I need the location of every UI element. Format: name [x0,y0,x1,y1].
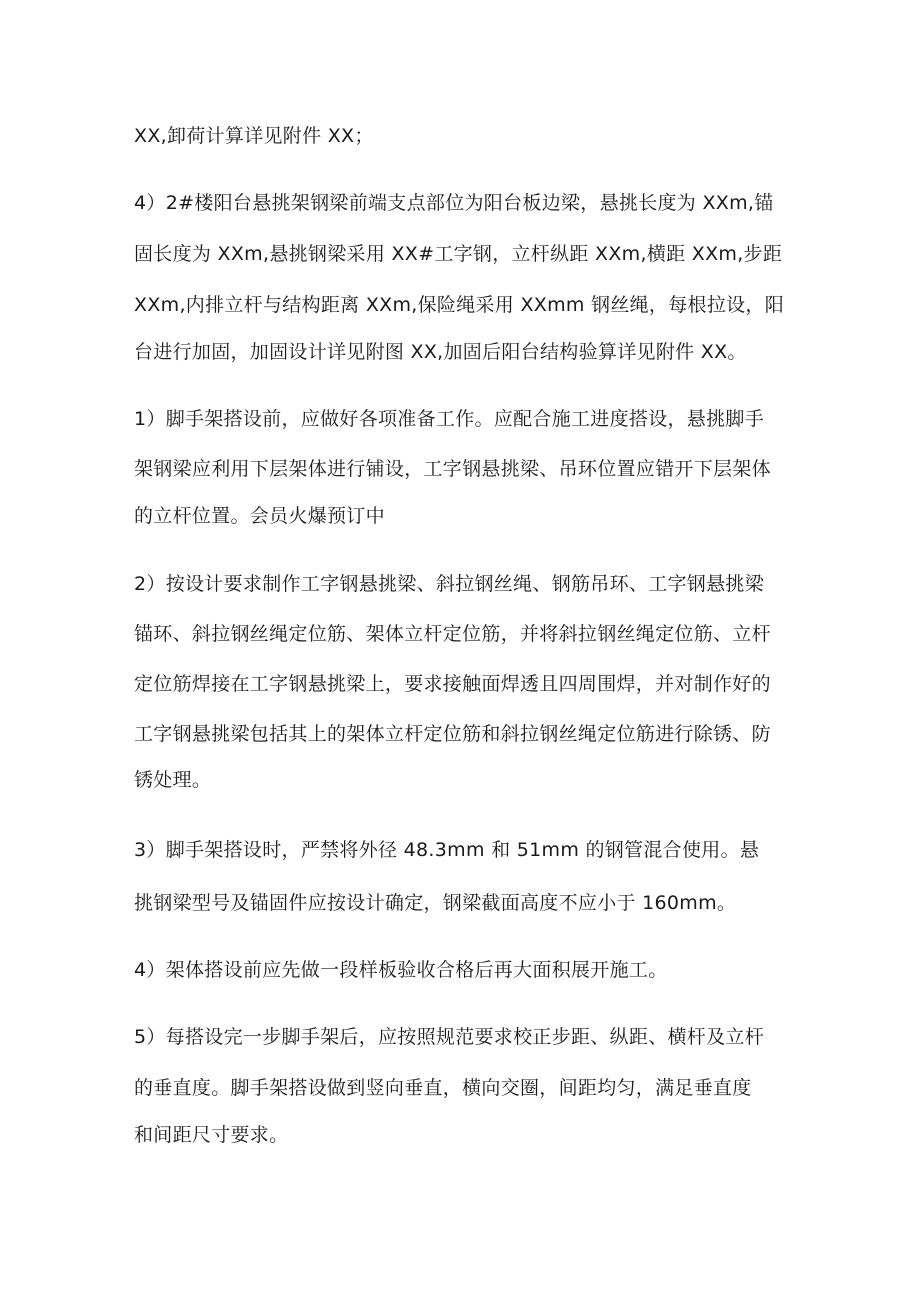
text-line: 的垂直度。脚手架搭设做到竖向垂直，横向交圈，间距均匀，满足垂直度 [134,1077,752,1099]
text-line: 台进行加固，加固设计详见附图 XX,加固后阳台结构验算详见附件 XX。 [134,341,747,363]
text-line: 锈处理。 [134,769,212,791]
text-line: 5）每搭设完一步脚手架后，应按照规范要求校正步距、纵距、横杆及立杆 [134,1026,764,1048]
text-line: 定位筋焊接在工字钢悬挑梁上，要求接触面焊透且四周围焊，并对制作好的 [134,673,771,695]
text-line: 4）2#楼阳台悬挑架钢梁前端支点部位为阳台板边梁，悬挑长度为 XXm,锚 [134,192,774,214]
text-line: 和间距尺寸要求。 [134,1124,289,1146]
text-line: 锚环、斜拉钢丝绳定位筋、架体立杆定位筋，并将斜拉钢丝绳定位筋、立杆 [134,623,771,645]
text-line: XXm,内排立杆与结构距离 XXm,保险绳采用 XXmm 钢丝绳，每根拉设，阳 [134,294,785,316]
text-line: 工字钢悬挑梁包括其上的架体立杆定位筋和斜拉钢丝绳定位筋进行除锈、防 [134,723,771,745]
text-line: 4）架体搭设前应先做一段样板验收合格后再大面积展开施工。 [134,959,668,981]
text-line: 1）脚手架搭设前，应做好各项准备工作。应配合施工进度搭设，悬挑脚手 [134,408,764,430]
text-line: 固长度为 XXm,悬挑钢梁采用 XX#工字钢，立杆纵距 XXm,横距 XXm,步距 [134,243,783,265]
text-line: 2）按设计要求制作工字钢悬挑梁、斜拉钢丝绳、钢筋吊环、工字钢悬挑梁 [134,573,764,595]
text-line: 的立杆位置。会员火爆预订中 [134,505,385,527]
text-line: 3）脚手架搭设时，严禁将外径 48.3mm 和 51mm 的钢管混合使用。悬 [134,839,760,861]
text-line: 挑钢梁型号及锚固件应按设计确定，钢梁截面高度不应小于 160mm。 [134,892,737,914]
text-line: XX,卸荷计算详见附件 XX； [134,125,374,147]
text-line: 架钢梁应利用下层架体进行铺设，工字钢悬挑梁、吊环位置应错开下层架体 [134,458,771,480]
